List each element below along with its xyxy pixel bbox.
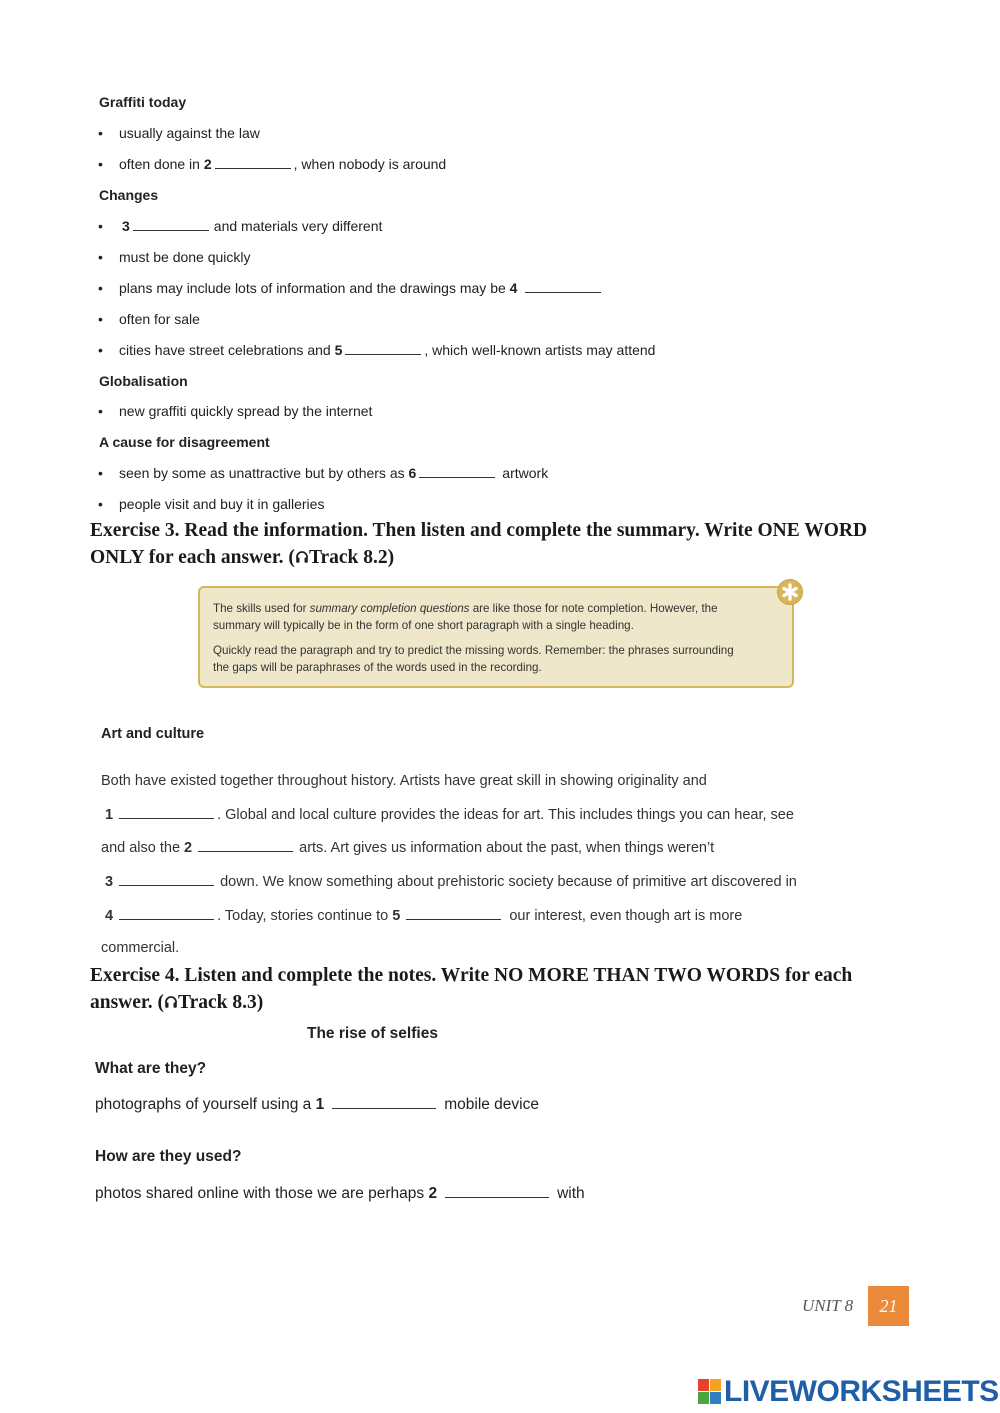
note-text: new graffiti quickly spread by the internet [119, 403, 373, 419]
tip-line: The skills used for summary completion questions are like those for note completion. However, the [213, 602, 718, 615]
track-label: Track 8.2) [308, 547, 395, 568]
exercise4-instruction-line2 [90, 992, 263, 1014]
notes-answer-line [95, 1096, 539, 1114]
instruction-text: ONLY for each answer. ( [90, 547, 295, 568]
bullet: • [98, 465, 103, 481]
notes-answer-line [95, 1185, 585, 1203]
brand-wordmark: LIVEWORKSHEETS [724, 1375, 999, 1408]
tip-line: Quickly read the paragraph and try to predict the missing words. Remember: the phrases surrounding [213, 644, 734, 657]
headphones-icon[interactable] [295, 550, 309, 564]
bullet: • [98, 249, 103, 265]
tip-box [198, 586, 794, 688]
answer-gap-2[interactable] [198, 839, 293, 852]
bullet: • [98, 218, 103, 234]
bullet: • [98, 125, 103, 141]
notes-title: The rise of selfies [307, 1025, 438, 1042]
summary-line [105, 907, 742, 924]
gap-number: 4 [509, 280, 518, 296]
note-text: seen by some as unattractive but by others as [119, 465, 409, 481]
note-text: must be done quickly [119, 249, 251, 265]
note-item [119, 156, 446, 172]
liveworksheets-logo[interactable] [698, 1377, 999, 1407]
note-text: cities have street celebrations and [119, 342, 335, 358]
track-label: Track 8.3) [178, 992, 264, 1013]
note-item [119, 280, 604, 296]
summary-line [105, 806, 794, 823]
answer-gap-4[interactable] [119, 907, 214, 920]
gap-number: 4 [105, 908, 114, 924]
note-item [119, 125, 260, 141]
note-item [122, 218, 382, 234]
summary-line: Both have existed together throughout history. Artists have great skill in showing originality and [101, 773, 707, 789]
gap-number: 2 [203, 156, 212, 172]
note-text: people visit and buy it in galleries [119, 496, 325, 512]
summary-text: and also the [101, 840, 185, 856]
answer-gap-4[interactable] [525, 280, 601, 293]
summary-line: commercial. [101, 940, 180, 956]
gap-number: 2 [428, 1185, 438, 1202]
gap-number: 1 [315, 1096, 325, 1113]
exercise3-instruction-line1: Exercise 3. Read the information. Then listen and complete the summary. Write ONE WORD [90, 520, 868, 541]
tip-line: summary will typically be in the form of one short paragraph with a single heading. [213, 619, 634, 632]
note-text: artwork [502, 465, 549, 481]
bullet: • [98, 156, 103, 172]
summary-line [101, 839, 714, 856]
note-item [119, 403, 372, 419]
notes-text: with [557, 1185, 585, 1202]
summary-text: our interest, even though art is more [509, 908, 743, 924]
note-item [119, 249, 251, 265]
tip-line: the gaps will be paraphrases of the words used in the recording. [213, 661, 542, 674]
gap-number: 6 [408, 465, 417, 481]
answer-gap-1[interactable] [119, 806, 214, 819]
summary-text: . Global and local culture provides the ideas for art. This includes things you can hear, see [217, 807, 794, 823]
close-icon[interactable] [776, 578, 804, 606]
note-text: usually against the law [119, 125, 260, 141]
gap-number: 1 [105, 807, 114, 823]
summary-line [105, 873, 797, 890]
note-item [119, 465, 548, 481]
note-text: and materials very different [213, 218, 383, 234]
note-text: often done in [119, 156, 204, 172]
bullet: • [98, 280, 103, 296]
exercise4-instruction-line1: Exercise 4. Listen and complete the notes. Write NO MORE THAN TWO WORDS for each [90, 965, 853, 986]
gap-number: 5 [334, 342, 343, 358]
heading-changes: Changes [99, 187, 159, 203]
logo-grid-icon [698, 1379, 722, 1405]
summary-text: arts. Art gives us information about the past, when things weren’t [299, 840, 715, 856]
answer-gap-2[interactable] [215, 156, 291, 169]
notes-question: How are they used? [95, 1148, 242, 1165]
note-item [119, 342, 655, 358]
answer-gap-5[interactable] [345, 342, 421, 355]
bullet: • [98, 496, 103, 512]
instruction-text: answer. ( [90, 992, 165, 1013]
heading-globalisation: Globalisation [99, 373, 188, 389]
summary-text: down. We know something about prehistoric society because of primitive art discovered in [220, 874, 797, 890]
answer-gap-5[interactable] [406, 907, 501, 920]
page-number: 21 [868, 1286, 909, 1326]
headphones-icon[interactable] [164, 995, 178, 1009]
note-item [119, 496, 324, 512]
answer-gap-3[interactable] [119, 873, 214, 886]
note-text: often for sale [119, 311, 200, 327]
note-text: plans may include lots of information and the drawings may be [119, 280, 510, 296]
answer-gap-2[interactable] [445, 1185, 549, 1198]
unit-label: UNIT 8 [802, 1296, 854, 1315]
summary-text: . Today, stories continue to [217, 908, 393, 924]
gap-number: 2 [184, 840, 193, 856]
bullet: • [98, 311, 103, 327]
heading-art-and-culture: Art and culture [101, 726, 205, 742]
bullet: • [98, 342, 103, 358]
answer-gap-1[interactable] [332, 1096, 436, 1109]
bullet: • [98, 403, 103, 419]
note-text: , which well-known artists may attend [424, 342, 656, 358]
notes-text: photographs of yourself using a [95, 1096, 316, 1113]
notes-text: photos shared online with those we are perhaps [95, 1185, 429, 1202]
heading-graffiti-today: Graffiti today [99, 94, 187, 110]
note-text: , when nobody is around [293, 156, 447, 172]
gap-number: 3 [105, 874, 114, 890]
answer-gap-3[interactable] [133, 218, 209, 231]
gap-number: 5 [392, 908, 401, 924]
exercise3-instruction-line2 [90, 547, 394, 569]
heading-disagreement: A cause for disagreement [99, 434, 270, 450]
notes-question: What are they? [95, 1060, 207, 1077]
gap-number: 3 [122, 218, 130, 234]
notes-text: mobile device [444, 1096, 539, 1113]
answer-gap-6[interactable] [419, 465, 495, 478]
note-item [119, 311, 200, 327]
